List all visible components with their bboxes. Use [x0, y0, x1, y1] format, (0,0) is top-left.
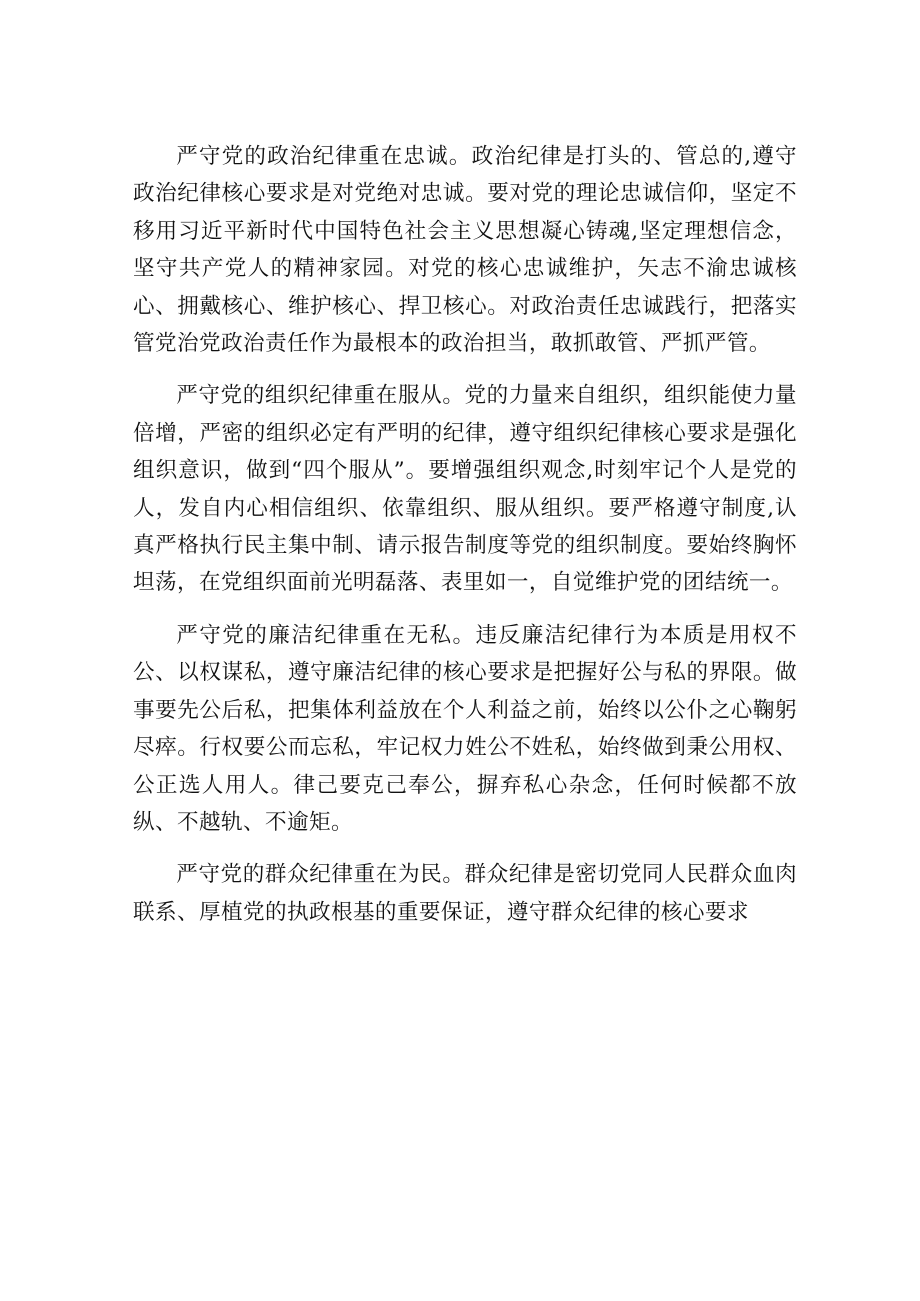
paragraph-mass-discipline: 严守党的群众纪律重在为民。群众纪律是密切党同人民群众血肉联系、厚植党的执政根基的重要保证，遵守群众纪律的核心要求	[133, 862, 797, 925]
paragraph-political-discipline: 严守党的政治纪律重在忠诚。政治纪律是打头的、管总的,遵守政治纪律核心要求是对党绝对忠诚。要对党的理论忠诚信仰，坚定不移用习近平新时代中国特色社会主义思想凝心铸魂,坚定理想信念，坚守共产党人的精神家园。对党的核心忠诚维护，矢志不渝忠诚核心、拥戴核心、维护核心、捍卫核心。对政治责任忠诚践行，把落实管党治党政治责任作为最根本的政治担当，敢抓敢管、严抓严管。	[133, 144, 797, 357]
paragraph-integrity-discipline: 严守党的廉洁纪律重在无私。违反廉洁纪律行为本质是用权不公、以权谋私，遵守廉洁纪律的核心要求是把握好公与私的界限。做事要先公后私，把集体利益放在个人利益之前，始终以公仆之心鞠躬尽瘁。行权要公而忘私，牢记权力姓公不姓私，始终做到秉公用权、公正选人用人。律己要克己奉公，摒弃私心杂念，任何时候都不放纵、不越轨、不逾矩。	[133, 622, 797, 835]
document-body	[133, 138, 797, 946]
paragraph-organizational-discipline: 严守党的组织纪律重在服从。党的力量来自组织，组织能使力量倍增，严密的组织必定有严明的纪律，遵守组织纪律核心要求是强化组织意识，做到“四个服从”。要增强组织观念,时刻牢记个人是党的人，发自内心相信组织、依靠组织、服从组织。要严格遵守制度,认真严格执行民主集中制、请示报告制度等党的组织制度。要始终胸怀坦荡，在党组织面前光明磊落、表里如一，自觉维护党的团结统一。	[133, 383, 797, 596]
